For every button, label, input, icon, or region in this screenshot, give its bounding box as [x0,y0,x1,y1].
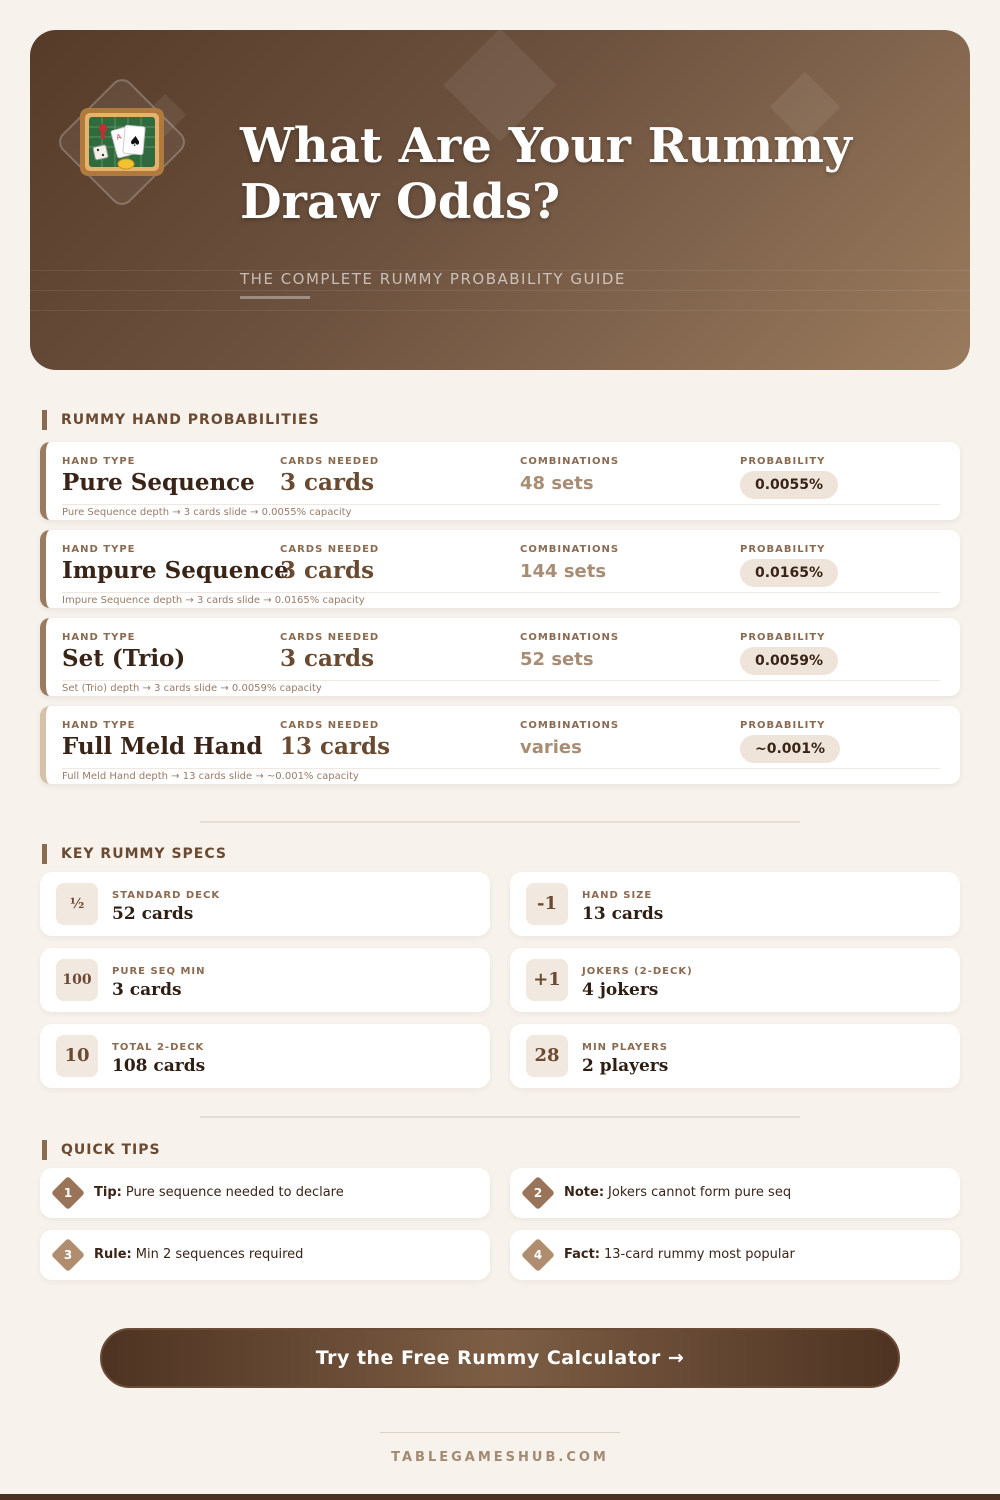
col-label-cards-needed: CARDS NEEDED [280,544,380,555]
col-label-combinations: COMBINATIONS [520,632,620,643]
probability-badge: 0.0059% [740,647,838,675]
hand-name: Pure Sequence [62,469,255,496]
col-label-probability: PROBABILITY [740,544,826,555]
col-label-combinations: COMBINATIONS [520,544,620,555]
footer-brand-link[interactable]: TABLEGAMESHUB.COM [391,1450,609,1465]
spec-icon: +1 [526,959,568,1001]
spec-icon: -1 [526,883,568,925]
spec-card [510,1024,960,1088]
cards-needed-value: 3 cards [280,469,375,496]
row-footnote: Set (Trio) depth → 3 cards slide → 0.0059% capacity [62,683,322,694]
cards-needed-value: 3 cards [280,557,375,584]
subtitle-underline [240,296,310,299]
spec-label: PURE SEQ MIN [112,966,206,977]
spec-label: JOKERS (2-DECK) [582,966,693,977]
page-subtitle: THE COMPLETE RUMMY PROBABILITY GUIDE [240,270,626,288]
col-label-cards-needed: CARDS NEEDED [280,632,380,643]
tip-card [40,1230,490,1280]
tip-card [510,1168,960,1218]
spec-icon: 28 [526,1035,568,1077]
spec-card [40,872,490,936]
col-label-combinations: COMBINATIONS [520,720,620,731]
hand-name: Set (Trio) [62,645,186,672]
hand-name: Impure Sequence [62,557,289,584]
col-label-combinations: COMBINATIONS [520,456,620,467]
probability-badge: 0.0055% [740,471,838,499]
col-label-cards-needed: CARDS NEEDED [280,456,380,467]
tip-number-badge: 4 [526,1243,550,1267]
bottom-bar [0,1494,1000,1500]
decor-stripe [30,310,970,311]
hand-name: Full Meld Hand [62,733,263,760]
tip-text: Fact: 13-card rummy most popular [564,1247,795,1262]
spec-icon: 10 [56,1035,98,1077]
spec-icon: ½ [56,883,98,925]
tip-number-badge: 3 [56,1243,80,1267]
combinations-value: 144 sets [520,561,607,582]
tip-card [510,1230,960,1280]
combinations-value: 52 sets [520,649,594,670]
tip-number-badge: 1 [56,1181,80,1205]
spec-label: STANDARD DECK [112,890,221,901]
col-label-probability: PROBABILITY [740,456,826,467]
page-title: What Are Your Rummy Draw Odds? [240,118,852,230]
calculator-cta-button[interactable]: Try the Free Rummy Calculator → [100,1328,900,1388]
tip-card [40,1168,490,1218]
section-title-hands: RUMMY HAND PROBABILITIES [42,410,320,430]
spec-value: 4 jokers [582,980,659,1000]
col-label-cards-needed: CARDS NEEDED [280,720,380,731]
spec-value: 13 cards [582,904,664,924]
col-label-hand-type: HAND TYPE [62,544,136,555]
decor-stripe [30,290,970,291]
hand-row [40,706,960,784]
spec-value: 108 cards [112,1056,206,1076]
row-divider [62,592,940,593]
probability-badge: ~0.001% [740,735,840,763]
spec-card [40,1024,490,1088]
row-footnote: Full Meld Hand depth → 13 cards slide → ~0.001% capacity [62,771,359,782]
hand-row [40,442,960,520]
rummy-board-icon [76,102,168,182]
row-divider [62,680,940,681]
col-label-probability: PROBABILITY [740,720,826,731]
row-divider [62,504,940,505]
tip-text: Note: Jokers cannot form pure seq [564,1185,792,1200]
cards-needed-value: 13 cards [280,733,391,760]
tip-text: Tip: Pure sequence needed to declare [94,1185,344,1200]
row-footnote: Pure Sequence depth → 3 cards slide → 0.0055% capacity [62,507,352,518]
spec-value: 2 players [582,1056,669,1076]
spec-card [510,872,960,936]
col-label-hand-type: HAND TYPE [62,720,136,731]
spec-label: MIN PLAYERS [582,1042,668,1053]
row-divider [62,768,940,769]
combinations-value: 48 sets [520,473,594,494]
svg-text:♠: ♠ [128,133,143,151]
combinations-value: varies [520,737,582,758]
spec-label: TOTAL 2-DECK [112,1042,205,1053]
spec-value: 52 cards [112,904,194,924]
col-label-hand-type: HAND TYPE [62,456,136,467]
row-footnote: Impure Sequence depth → 3 cards slide → 0.0165% capacity [62,595,365,606]
probability-badge: 0.0165% [740,559,838,587]
section-divider [200,1116,800,1118]
col-label-hand-type: HAND TYPE [62,632,136,643]
spec-label: HAND SIZE [582,890,653,901]
svg-text:A: A [115,132,123,142]
hand-row [40,618,960,696]
section-title-tips: QUICK TIPS [42,1140,161,1160]
footer-divider [380,1432,620,1433]
hero-banner [30,30,970,370]
spec-value: 3 cards [112,980,182,1000]
tip-number-badge: 2 [526,1181,550,1205]
col-label-probability: PROBABILITY [740,632,826,643]
spec-card [510,948,960,1012]
spec-card [40,948,490,1012]
section-divider [200,821,800,823]
section-title-specs: KEY RUMMY SPECS [42,844,227,864]
cards-needed-value: 3 cards [280,645,375,672]
spec-icon: 100 [56,959,98,1001]
hand-row [40,530,960,608]
tip-text: Rule: Min 2 sequences required [94,1247,304,1262]
